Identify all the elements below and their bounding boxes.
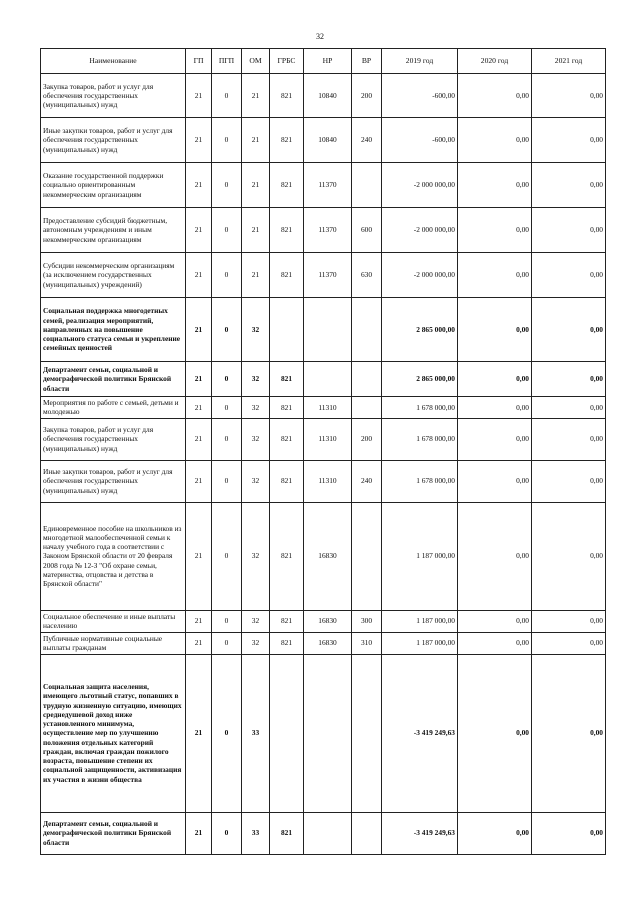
cell-pgp: 0 bbox=[212, 397, 242, 419]
cell-2020: 0,00 bbox=[458, 298, 532, 362]
cell-grbs: 821 bbox=[270, 208, 304, 253]
cell-2019: 1 678 000,00 bbox=[382, 460, 458, 502]
table-row bbox=[41, 208, 606, 253]
table-row bbox=[41, 74, 606, 118]
cell-2021: 0,00 bbox=[532, 163, 606, 208]
cell-name: Иные закупки товаров, работ и услуг для обеспечения государственных (муниципальных) нужд bbox=[41, 118, 186, 163]
cell-name: Закупка товаров, работ и услуг для обеспечения государственных (муниципальных) нужд bbox=[41, 74, 186, 118]
cell-nr: 16830 bbox=[304, 502, 352, 610]
cell-2021: 0,00 bbox=[532, 397, 606, 419]
cell-2020: 0,00 bbox=[458, 397, 532, 419]
table-row bbox=[41, 654, 606, 812]
cell-2020: 0,00 bbox=[458, 253, 532, 298]
cell-pgp: 0 bbox=[212, 208, 242, 253]
cell-om: 21 bbox=[242, 118, 270, 163]
table-row bbox=[41, 298, 606, 362]
cell-gp: 21 bbox=[186, 208, 212, 253]
cell-2021: 0,00 bbox=[532, 460, 606, 502]
cell-name: Социальная поддержка многодетных семей, реализация мероприятий, направленных на повышение социального статуса семьи и укрепление семейных ценностей bbox=[41, 298, 186, 362]
cell-vr bbox=[352, 502, 382, 610]
cell-pgp: 0 bbox=[212, 632, 242, 654]
cell-gp: 21 bbox=[186, 812, 212, 854]
cell-2019: -3 419 249,63 bbox=[382, 812, 458, 854]
cell-nr: 11310 bbox=[304, 460, 352, 502]
cell-vr bbox=[352, 362, 382, 397]
cell-2019: 2 865 000,00 bbox=[382, 362, 458, 397]
cell-grbs: 821 bbox=[270, 460, 304, 502]
cell-2019: 1 678 000,00 bbox=[382, 418, 458, 460]
cell-name: Иные закупки товаров, работ и услуг для обеспечения государственных (муниципальных) нужд bbox=[41, 460, 186, 502]
cell-2021: 0,00 bbox=[532, 298, 606, 362]
cell-2021: 0,00 bbox=[532, 654, 606, 812]
cell-2020: 0,00 bbox=[458, 502, 532, 610]
cell-pgp: 0 bbox=[212, 812, 242, 854]
cell-nr: 11370 bbox=[304, 163, 352, 208]
cell-nr: 16830 bbox=[304, 632, 352, 654]
table-row bbox=[41, 397, 606, 419]
cell-pgp: 0 bbox=[212, 74, 242, 118]
col-header-2021: 2021 год bbox=[532, 49, 606, 74]
col-header-grbs: ГРБС bbox=[270, 49, 304, 74]
cell-gp: 21 bbox=[186, 74, 212, 118]
cell-nr: 16830 bbox=[304, 610, 352, 632]
cell-2019: -2 000 000,00 bbox=[382, 208, 458, 253]
cell-2021: 0,00 bbox=[532, 610, 606, 632]
cell-om: 32 bbox=[242, 502, 270, 610]
cell-2020: 0,00 bbox=[458, 163, 532, 208]
cell-pgp: 0 bbox=[212, 654, 242, 812]
table-row bbox=[41, 118, 606, 163]
col-header-name: Наименование bbox=[41, 49, 186, 74]
cell-2020: 0,00 bbox=[458, 74, 532, 118]
table-row bbox=[41, 632, 606, 654]
cell-2019: 1 187 000,00 bbox=[382, 502, 458, 610]
cell-2020: 0,00 bbox=[458, 118, 532, 163]
cell-pgp: 0 bbox=[212, 298, 242, 362]
cell-grbs: 821 bbox=[270, 812, 304, 854]
cell-2021: 0,00 bbox=[532, 362, 606, 397]
cell-2019: 2 865 000,00 bbox=[382, 298, 458, 362]
cell-name: Единовременное пособие на школьников из многодетной малообеспеченной семьи к началу учебного года в соответствии с Законом Брянской области от 20 февраля 2008 года № 12-З "Об охране семьи, материнства, отцовства и детства в Брянской области" bbox=[41, 502, 186, 610]
cell-grbs: 821 bbox=[270, 418, 304, 460]
cell-2021: 0,00 bbox=[532, 208, 606, 253]
table-row bbox=[41, 502, 606, 610]
cell-name: Закупка товаров, работ и услуг для обеспечения государственных (муниципальных) нужд bbox=[41, 418, 186, 460]
cell-vr: 200 bbox=[352, 74, 382, 118]
cell-om: 33 bbox=[242, 654, 270, 812]
col-header-vr: ВР bbox=[352, 49, 382, 74]
col-header-gp: ГП bbox=[186, 49, 212, 74]
cell-vr: 630 bbox=[352, 253, 382, 298]
table-row bbox=[41, 460, 606, 502]
cell-vr bbox=[352, 298, 382, 362]
cell-gp: 21 bbox=[186, 632, 212, 654]
cell-2021: 0,00 bbox=[532, 632, 606, 654]
cell-name: Мероприятия по работе с семьей, детьми и молодежью bbox=[41, 397, 186, 419]
cell-2019: -2 000 000,00 bbox=[382, 253, 458, 298]
cell-pgp: 0 bbox=[212, 502, 242, 610]
cell-om: 32 bbox=[242, 460, 270, 502]
cell-2019: -600,00 bbox=[382, 118, 458, 163]
cell-2020: 0,00 bbox=[458, 610, 532, 632]
cell-grbs bbox=[270, 654, 304, 812]
cell-gp: 21 bbox=[186, 654, 212, 812]
cell-2019: 1 678 000,00 bbox=[382, 397, 458, 419]
cell-gp: 21 bbox=[186, 362, 212, 397]
cell-grbs: 821 bbox=[270, 163, 304, 208]
table-row bbox=[41, 418, 606, 460]
cell-gp: 21 bbox=[186, 253, 212, 298]
cell-om: 32 bbox=[242, 610, 270, 632]
cell-2019: -3 419 249,63 bbox=[382, 654, 458, 812]
cell-gp: 21 bbox=[186, 460, 212, 502]
cell-nr: 10840 bbox=[304, 118, 352, 163]
page-number: 32 bbox=[316, 32, 324, 41]
cell-vr bbox=[352, 397, 382, 419]
cell-nr bbox=[304, 362, 352, 397]
cell-vr: 240 bbox=[352, 118, 382, 163]
cell-2019: 1 187 000,00 bbox=[382, 632, 458, 654]
cell-grbs bbox=[270, 298, 304, 362]
cell-gp: 21 bbox=[186, 298, 212, 362]
cell-grbs: 821 bbox=[270, 253, 304, 298]
table-row bbox=[41, 163, 606, 208]
cell-pgp: 0 bbox=[212, 118, 242, 163]
cell-nr bbox=[304, 654, 352, 812]
cell-nr: 11370 bbox=[304, 253, 352, 298]
cell-name: Публичные нормативные социальные выплаты гражданам bbox=[41, 632, 186, 654]
cell-pgp: 0 bbox=[212, 253, 242, 298]
cell-om: 32 bbox=[242, 298, 270, 362]
cell-nr: 11370 bbox=[304, 208, 352, 253]
cell-2020: 0,00 bbox=[458, 208, 532, 253]
cell-gp: 21 bbox=[186, 118, 212, 163]
cell-nr bbox=[304, 812, 352, 854]
cell-om: 32 bbox=[242, 418, 270, 460]
cell-nr: 11310 bbox=[304, 418, 352, 460]
cell-vr: 200 bbox=[352, 418, 382, 460]
cell-grbs: 821 bbox=[270, 362, 304, 397]
cell-om: 32 bbox=[242, 362, 270, 397]
cell-gp: 21 bbox=[186, 163, 212, 208]
cell-gp: 21 bbox=[186, 418, 212, 460]
cell-name: Социальное обеспечение и иные выплаты населению bbox=[41, 610, 186, 632]
cell-pgp: 0 bbox=[212, 460, 242, 502]
cell-om: 21 bbox=[242, 253, 270, 298]
table-row bbox=[41, 610, 606, 632]
table-row bbox=[41, 812, 606, 854]
cell-name: Оказание государственной поддержки социально ориентированным некоммерческим организациям bbox=[41, 163, 186, 208]
cell-2021: 0,00 bbox=[532, 418, 606, 460]
cell-pgp: 0 bbox=[212, 610, 242, 632]
cell-nr bbox=[304, 298, 352, 362]
cell-vr bbox=[352, 654, 382, 812]
cell-om: 32 bbox=[242, 632, 270, 654]
cell-2021: 0,00 bbox=[532, 812, 606, 854]
cell-om: 21 bbox=[242, 74, 270, 118]
cell-om: 33 bbox=[242, 812, 270, 854]
table-header-row bbox=[41, 49, 606, 74]
cell-2020: 0,00 bbox=[458, 812, 532, 854]
cell-gp: 21 bbox=[186, 610, 212, 632]
cell-grbs: 821 bbox=[270, 74, 304, 118]
cell-2021: 0,00 bbox=[532, 253, 606, 298]
cell-grbs: 821 bbox=[270, 397, 304, 419]
cell-2020: 0,00 bbox=[458, 632, 532, 654]
cell-2019: 1 187 000,00 bbox=[382, 610, 458, 632]
cell-2021: 0,00 bbox=[532, 74, 606, 118]
cell-2020: 0,00 bbox=[458, 362, 532, 397]
cell-pgp: 0 bbox=[212, 163, 242, 208]
cell-vr: 300 bbox=[352, 610, 382, 632]
cell-om: 21 bbox=[242, 163, 270, 208]
cell-nr: 11310 bbox=[304, 397, 352, 419]
cell-gp: 21 bbox=[186, 397, 212, 419]
cell-pgp: 0 bbox=[212, 418, 242, 460]
cell-2021: 0,00 bbox=[532, 502, 606, 610]
cell-vr: 240 bbox=[352, 460, 382, 502]
cell-name: Социальная защита населения, имеющего льготный статус, попавших в трудную жизненную ситуацию, имеющих среднедушевой доход ниже установленного минимума, осуществление мер по улучшению положения отдельных категорий граждан, включая граждан пожилого возраста, повышение степени их социальной защищенности, активизация их участия в жизни общества bbox=[41, 654, 186, 812]
col-header-pgp: ПГП bbox=[212, 49, 242, 74]
col-header-om: ОМ bbox=[242, 49, 270, 74]
cell-grbs: 821 bbox=[270, 502, 304, 610]
cell-name: Департамент семьи, социальной и демографической политики Брянской области bbox=[41, 362, 186, 397]
cell-vr: 310 bbox=[352, 632, 382, 654]
cell-grbs: 821 bbox=[270, 632, 304, 654]
cell-grbs: 821 bbox=[270, 118, 304, 163]
cell-name: Предоставление субсидий бюджетным, автономным учреждениям и иным некоммерческим организациям bbox=[41, 208, 186, 253]
table-row bbox=[41, 253, 606, 298]
col-header-2020: 2020 год bbox=[458, 49, 532, 74]
cell-2019: -600,00 bbox=[382, 74, 458, 118]
cell-2021: 0,00 bbox=[532, 118, 606, 163]
cell-vr bbox=[352, 812, 382, 854]
cell-om: 21 bbox=[242, 208, 270, 253]
cell-pgp: 0 bbox=[212, 362, 242, 397]
cell-2020: 0,00 bbox=[458, 460, 532, 502]
cell-nr: 10840 bbox=[304, 74, 352, 118]
cell-2020: 0,00 bbox=[458, 418, 532, 460]
cell-grbs: 821 bbox=[270, 610, 304, 632]
cell-2019: -2 000 000,00 bbox=[382, 163, 458, 208]
cell-om: 32 bbox=[242, 397, 270, 419]
budget-table bbox=[40, 48, 606, 855]
cell-vr bbox=[352, 163, 382, 208]
cell-gp: 21 bbox=[186, 502, 212, 610]
cell-vr: 600 bbox=[352, 208, 382, 253]
col-header-2019: 2019 год bbox=[382, 49, 458, 74]
cell-name: Департамент семьи, социальной и демографической политики Брянской области bbox=[41, 812, 186, 854]
col-header-nr: НР bbox=[304, 49, 352, 74]
cell-2020: 0,00 bbox=[458, 654, 532, 812]
table-row bbox=[41, 362, 606, 397]
cell-name: Субсидии некоммерческим организациям (за исключением государственных (муниципальных) учреждений) bbox=[41, 253, 186, 298]
